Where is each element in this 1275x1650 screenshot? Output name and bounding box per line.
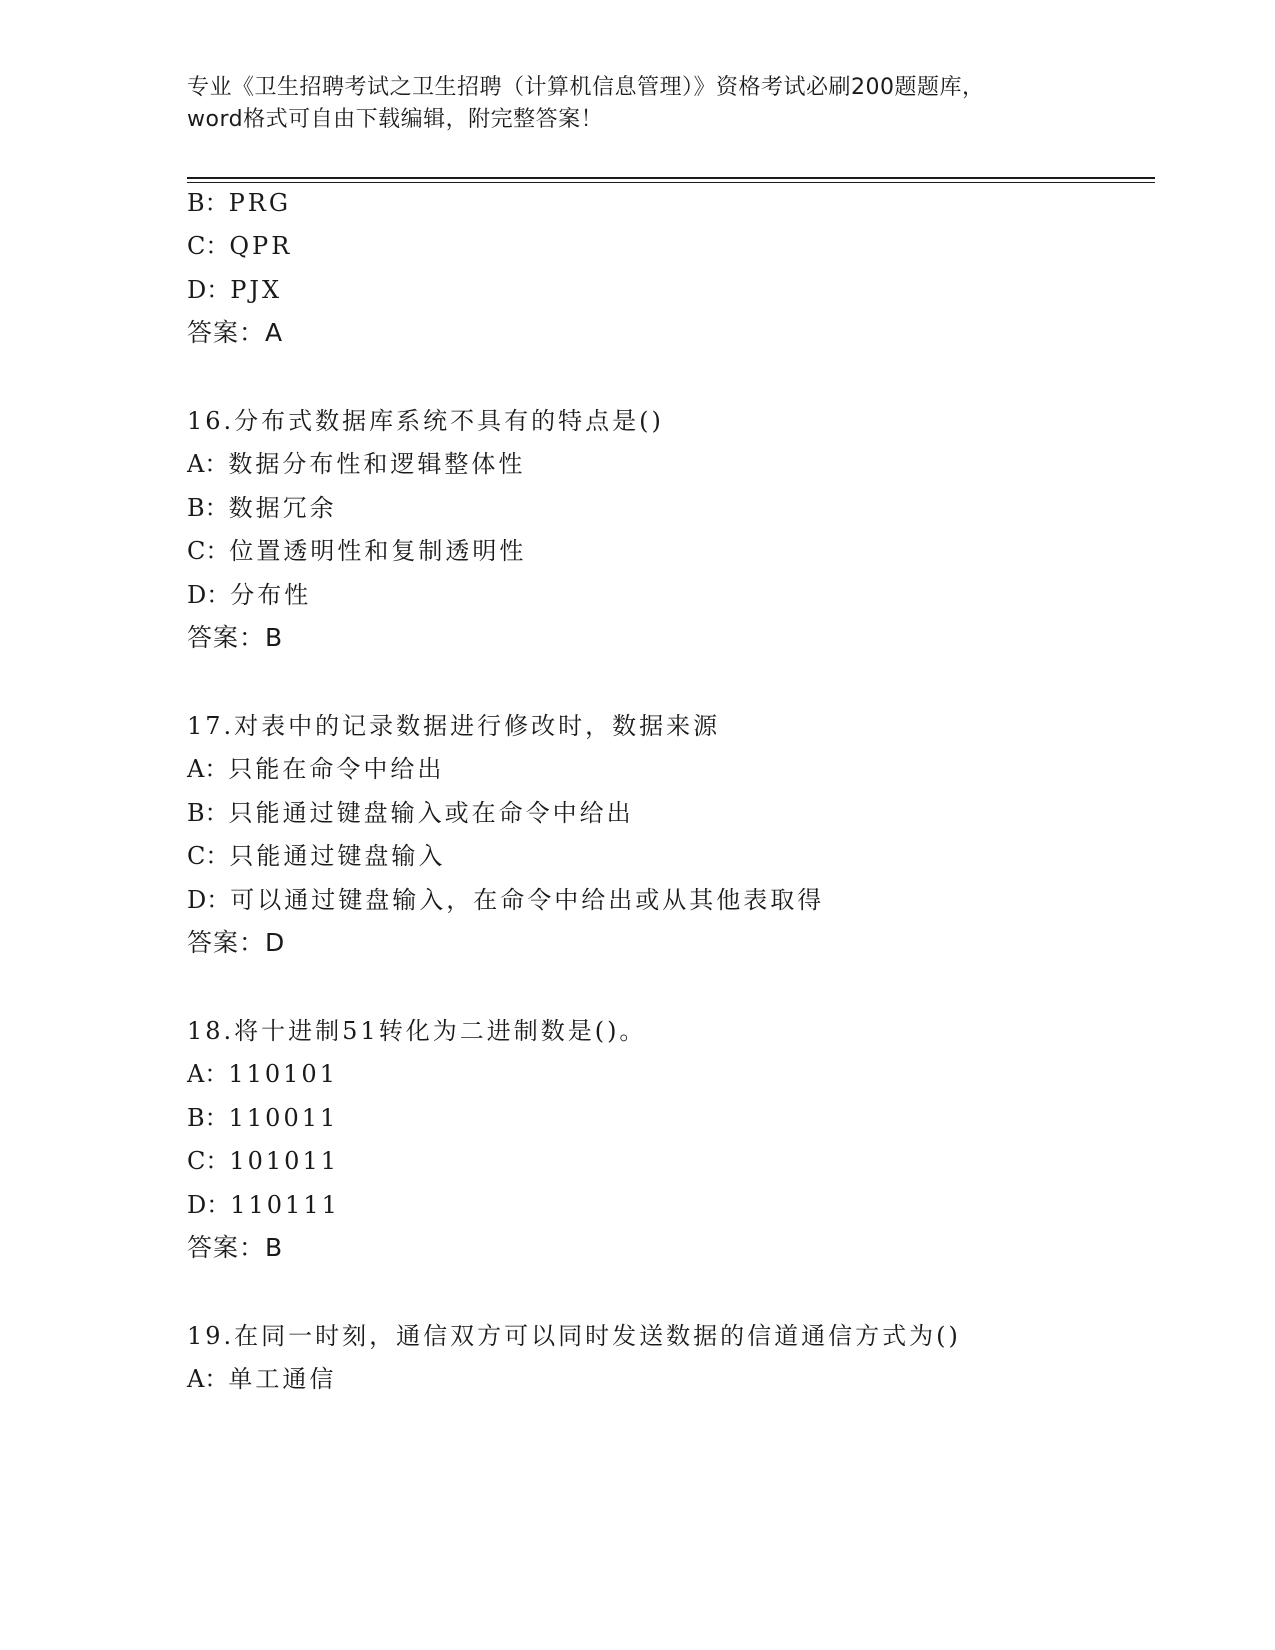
q17-answer: 答案：D [187,928,286,957]
q17-option-c: C：只能通过键盘输入 [187,842,446,870]
q15-option-d: D：PJX [187,276,283,304]
q18-option-c: C：101011 [187,1147,339,1175]
q16-stem: 16.分布式数据库系统不具有的特点是() [187,407,664,435]
q19-option-a: A：单工通信 [187,1365,337,1393]
q16-option-a: A：数据分布性和逻辑整体性 [187,450,526,478]
header-divider [187,177,1155,179]
q16-answer: 答案：B [187,623,284,652]
q18-option-b: B：110011 [187,1104,339,1132]
document-header [187,72,1087,136]
header-line-2: word格式可自由下载编辑，附完整答案！ [187,107,604,132]
q15-option-c: C：QPR [187,232,293,260]
q17-stem: 17.对表中的记录数据进行修改时，数据来源 [187,712,721,740]
q18-stem: 18.将十进制51转化为二进制数是()。 [187,1017,647,1045]
q18-answer: 答案：B [187,1233,284,1262]
q19-stem: 19.在同一时刻，通信双方可以同时发送数据的信道通信方式为() [187,1322,961,1350]
q17-option-d: D：可以通过键盘输入，在命令中给出或从其他表取得 [187,886,825,914]
header-line-1: 专业《卫生招聘考试之卫生招聘（计算机信息管理）》资格考试必刷200题题库， [187,75,985,100]
q15-answer: 答案：A [187,318,284,347]
q15-option-b: B：PRG [187,189,292,217]
q18-option-a: A：110101 [187,1060,338,1088]
q16-option-d: D：分布性 [187,581,312,609]
q16-option-c: C：位置透明性和复制透明性 [187,537,527,565]
q16-option-b: B：数据冗余 [187,494,337,522]
q18-option-d: D：110111 [187,1191,340,1219]
q17-option-a: A：只能在命令中给出 [187,755,445,783]
header-divider-thin [187,182,1155,183]
q17-option-b: B：只能通过键盘输入或在命令中给出 [187,799,634,827]
